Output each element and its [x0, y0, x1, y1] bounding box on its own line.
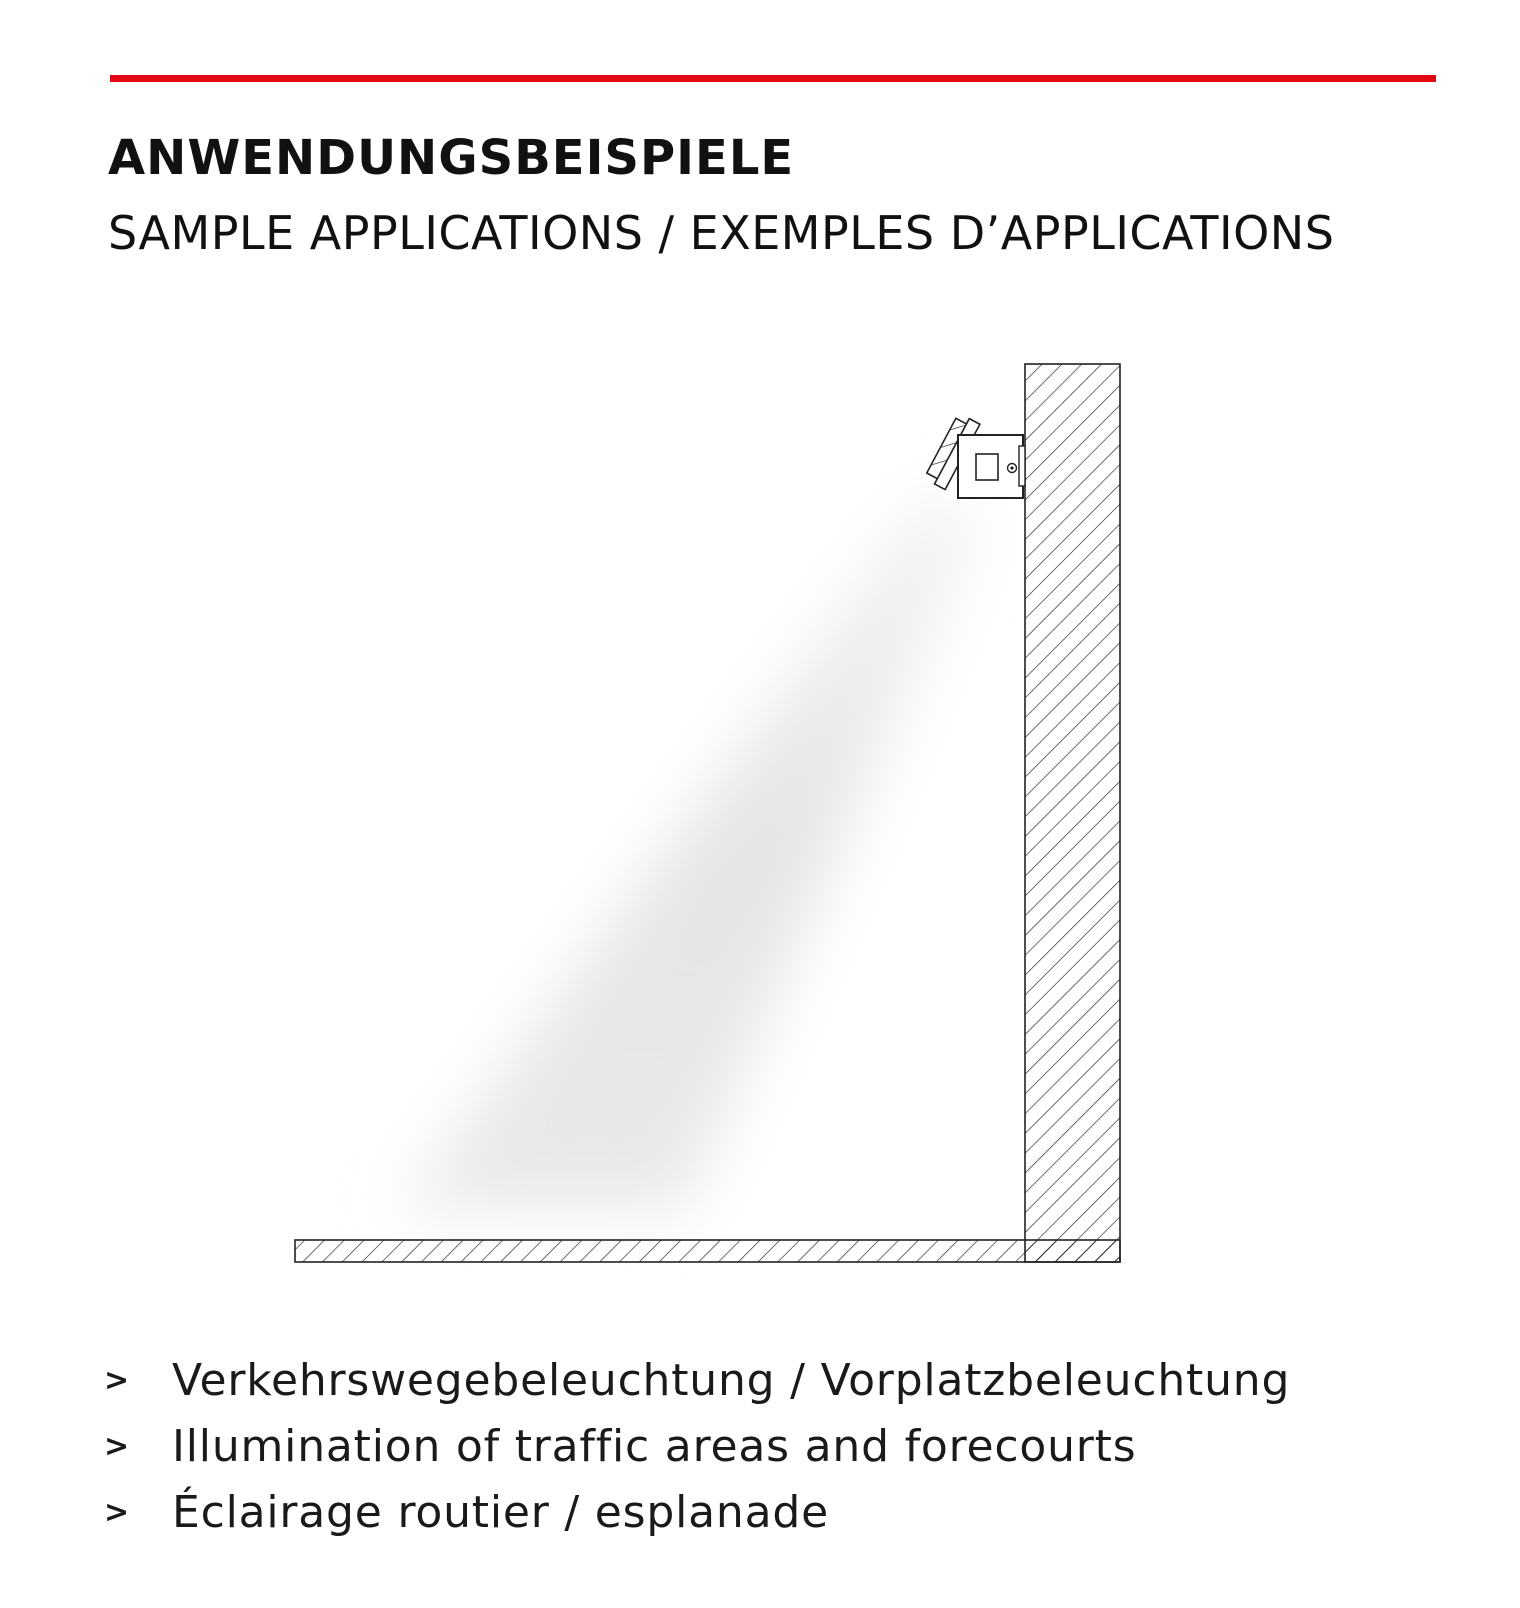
page-subtitle: SAMPLE APPLICATIONS / EXEMPLES D’APPLICATIONS — [108, 206, 1335, 260]
hatched-wall-icon — [1025, 364, 1120, 1262]
application-text: Illumination of traffic areas and forecourts — [172, 1421, 1137, 1472]
bullet-marker: > — [104, 1495, 130, 1530]
application-text: Verkehrswegebeleuchtung / Vorplatzbeleuchtung — [172, 1355, 1291, 1406]
page-title: ANWENDUNGSBEISPIELE — [108, 130, 795, 186]
bullet-marker: > — [104, 1429, 130, 1464]
bullet-marker: > — [104, 1363, 130, 1398]
light-beam-icon — [400, 485, 975, 1210]
application-text: Éclairage routier / esplanade — [172, 1487, 829, 1538]
floodlight-icon — [924, 413, 1025, 498]
hatched-floor-icon — [295, 1240, 1120, 1262]
